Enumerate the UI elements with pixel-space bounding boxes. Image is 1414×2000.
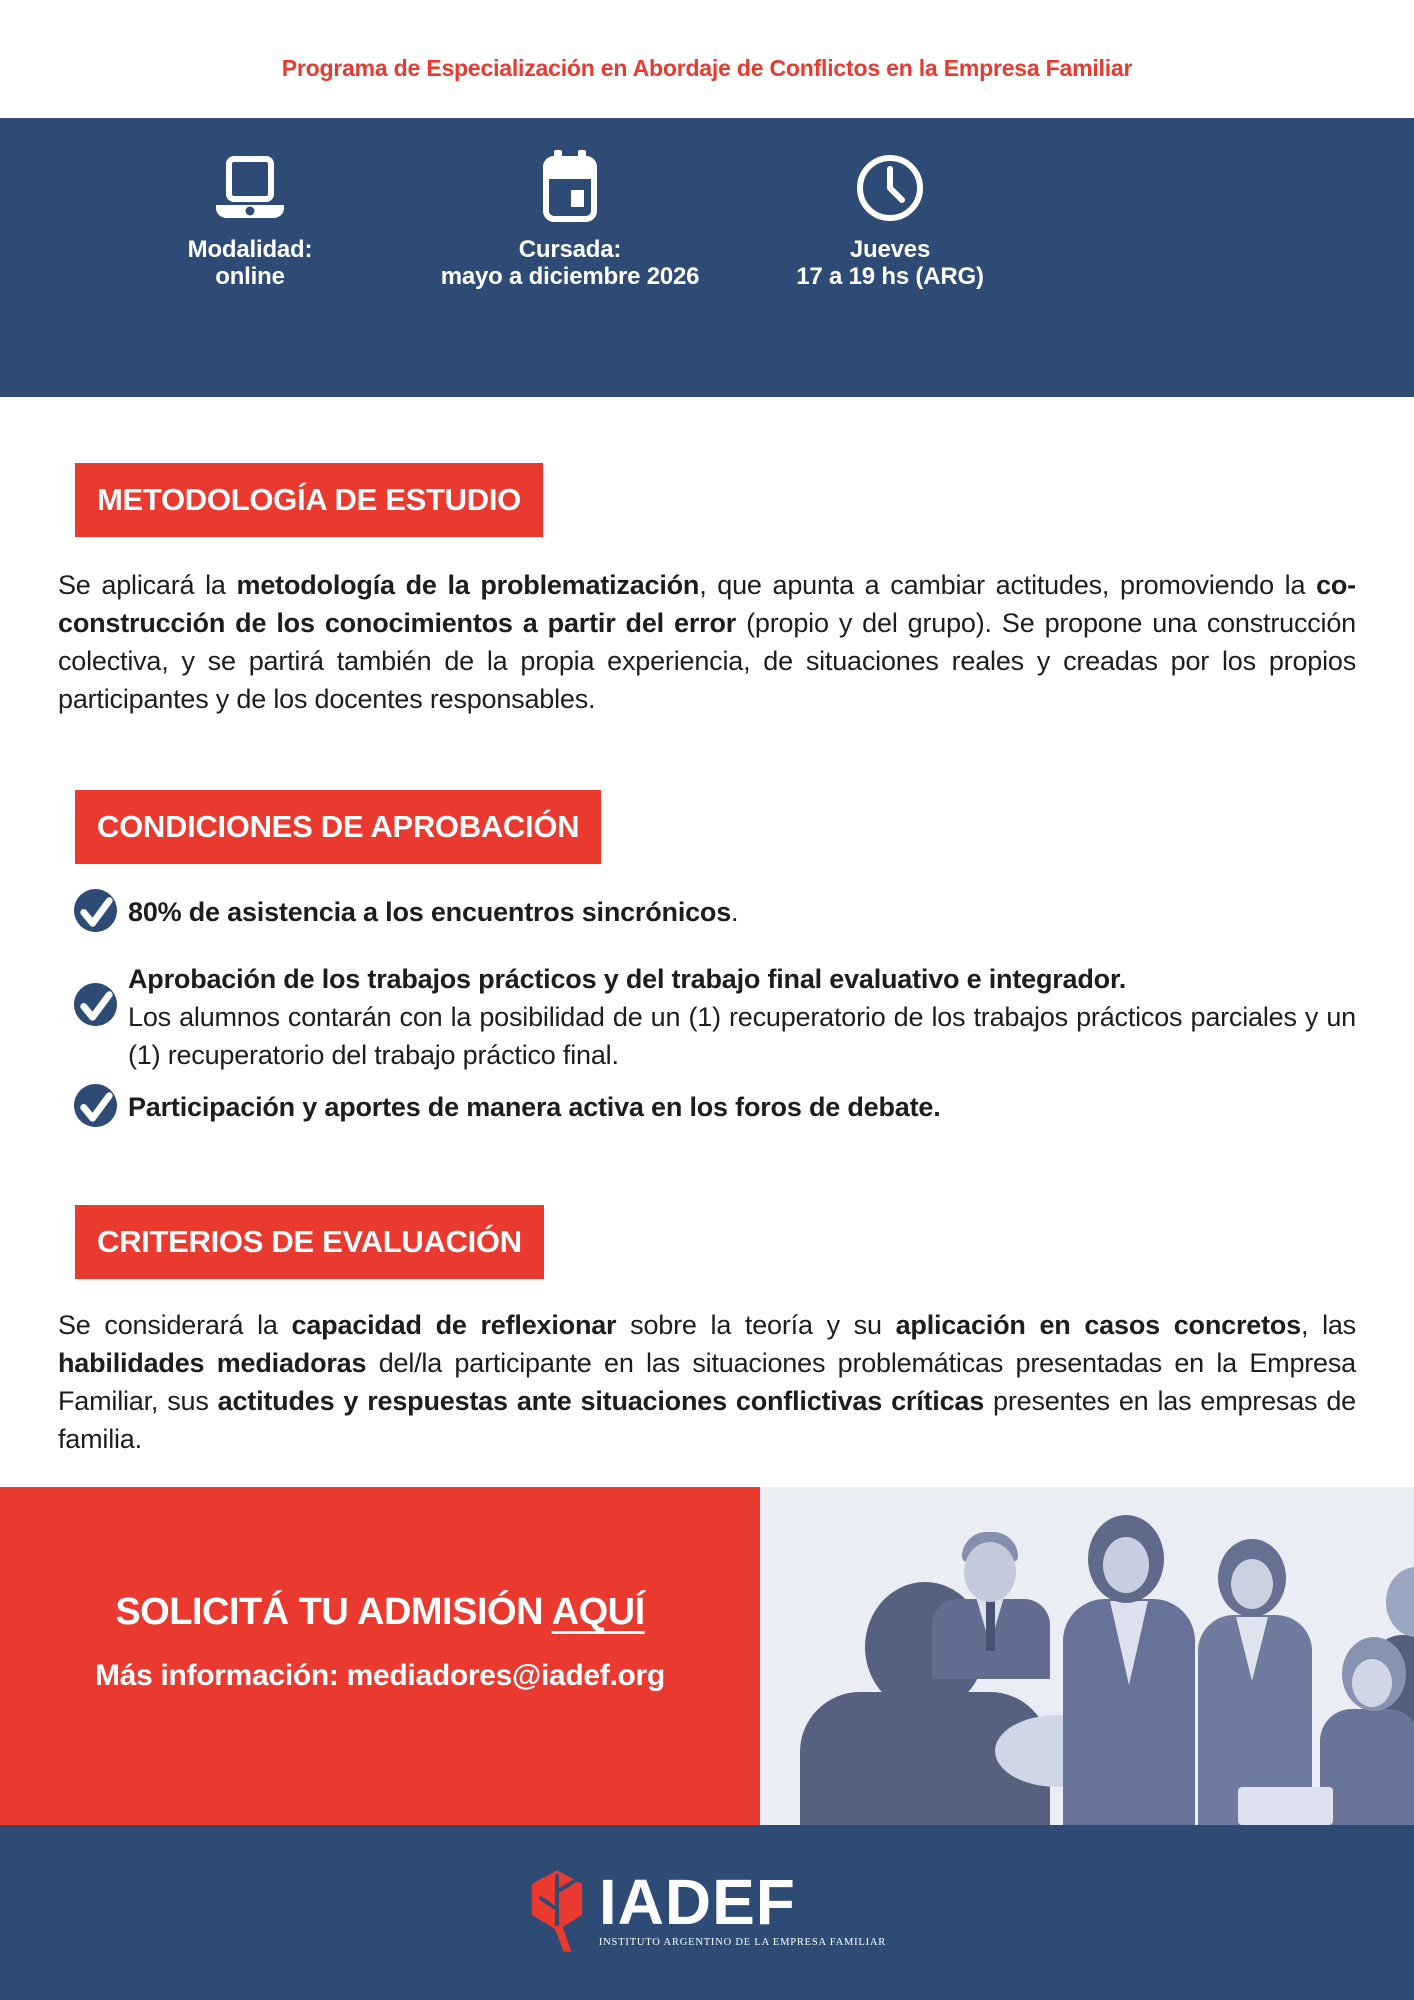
section-heading-criterios: CRITERIOS DE EVALUACIÓN	[75, 1205, 544, 1279]
approval-item-text: 80% de asistencia a los encuentros sincrónicos.	[128, 897, 739, 927]
banner-label: Jueves	[849, 236, 931, 263]
info-banner-columns	[90, 118, 1050, 397]
calendar-icon	[410, 148, 730, 222]
more-info-email[interactable]: Más información: mediadores@iadef.org	[95, 1659, 665, 1692]
approval-item-text: Aprobación de los trabajos prácticos y del trabajo final evaluativo e integrador.	[128, 964, 1127, 994]
banner-item-modalidad	[90, 118, 410, 397]
banner-value: 17 a 19 hs (ARG)	[796, 263, 984, 290]
approval-item-detail: Los alumnos contarán con la posibilidad de un (1) recuperatorio de los trabajos prácticos parciales y un (1) recuperatorio del trabajo práctico final.	[128, 1002, 1356, 1070]
iadef-logo-icon	[528, 1870, 586, 1952]
banner-item-cursada	[410, 118, 730, 397]
footer	[0, 1825, 1414, 2000]
banner-label: Modalidad:	[187, 236, 313, 263]
banner-value: online	[215, 263, 285, 290]
banner-label: Cursada:	[518, 236, 622, 263]
banner-value: mayo a diciembre 2026	[440, 263, 700, 290]
checkmark-icon	[72, 888, 119, 935]
clock-icon	[730, 148, 1050, 222]
section-heading-condiciones: CONDICIONES DE APROBACIÓN	[75, 790, 601, 864]
iadef-brand: IADEF	[598, 1866, 796, 1938]
approval-item-text: Participación y aportes de manera activa en los foros de debate.	[128, 1092, 941, 1122]
photo-blue-tint	[760, 1487, 1414, 1825]
banner-item-horario	[730, 118, 1050, 397]
business-people-photo	[760, 1487, 1414, 1825]
methodology-paragraph: Se aplicará la metodología de la problematización, que apunta a cambiar actitudes, promoviendo la co-construcción de los conocimientos a partir del error (propio y del grupo). Se propone una construcción colectiva, y se partirá también de la propia experiencia, de situaciones reales y creadas por los propios participantes y de los docentes responsables.	[58, 570, 1356, 714]
iadef-logo-text	[598, 1866, 887, 1948]
approval-item-asistencia	[72, 888, 1356, 936]
admission-link[interactable]: SOLICITÁ TU ADMISIÓN AQUÍ	[115, 1591, 645, 1633]
section-heading-metodologia: METODOLOGÍA DE ESTUDIO	[75, 463, 543, 537]
approval-item-trabajos	[72, 960, 1356, 1074]
iadef-logo	[0, 1825, 1414, 2000]
cta-block	[0, 1487, 760, 1825]
page-title: Programa de Especialización en Abordaje de Conflictos en la Empresa Familiar	[281, 55, 1133, 81]
approval-item-participacion	[72, 1083, 1356, 1131]
info-banner	[0, 118, 1414, 397]
laptop-icon	[90, 148, 410, 222]
checkmark-icon	[72, 982, 119, 1029]
checkmark-icon	[72, 1083, 119, 1130]
iadef-tagline: INSTITUTO ARGENTINO DE LA EMPRESA FAMILIAR	[598, 1937, 887, 1948]
evaluation-paragraph: Se considerará la capacidad de reflexionar sobre la teoría y su aplicación en casos concretos, las habilidades mediadoras del/la participante en las situaciones problemáticas presentadas en la Empresa Familiar, sus actitudes y respuestas ante situaciones conflictivas críticas presentes en las empresas de familia.	[58, 1310, 1356, 1454]
